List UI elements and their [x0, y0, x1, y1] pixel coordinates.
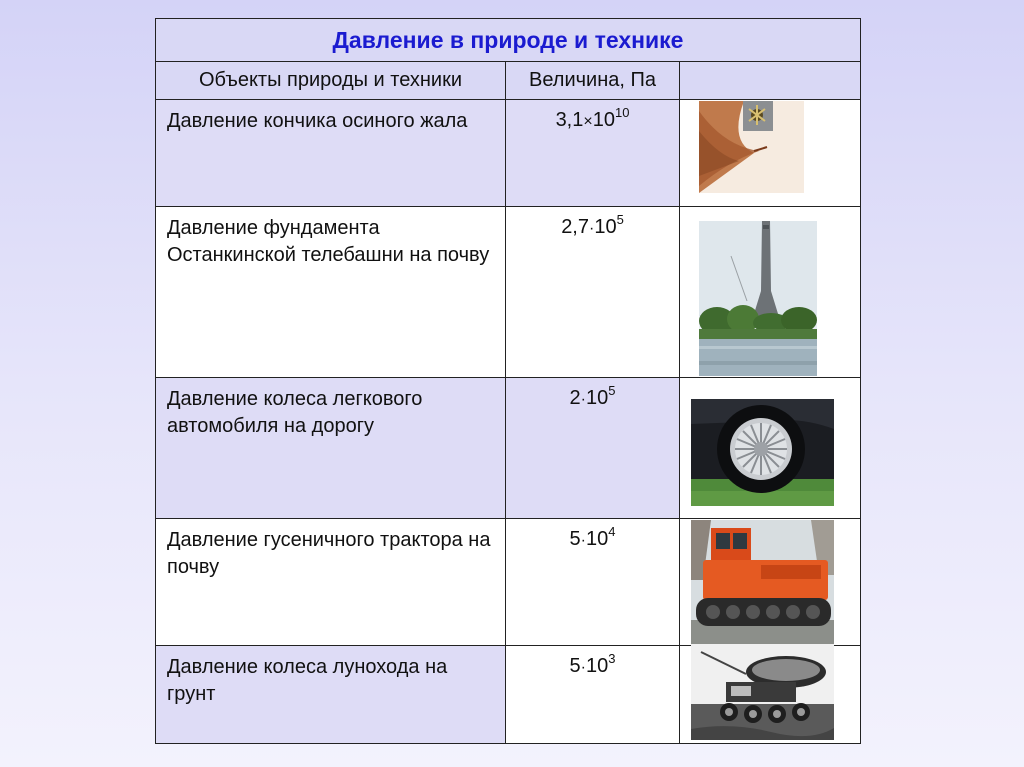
object-name: Давление гусеничного трактора на почву — [156, 519, 506, 646]
pressure-value — [506, 207, 680, 378]
table-row — [156, 207, 861, 378]
value-exponent: 4 — [608, 524, 616, 540]
value-operator: · — [580, 532, 586, 549]
value-mantissa: 5 — [569, 655, 581, 677]
value-operator: · — [580, 659, 586, 676]
crawler-tractor-photo — [691, 520, 834, 644]
pressure-value — [506, 378, 680, 519]
header-value: Величина, Па — [506, 62, 680, 100]
image-cell — [680, 207, 861, 378]
value-exponent: 5 — [608, 383, 616, 399]
value-mantissa: 2 — [569, 387, 581, 409]
table-title: Давление в природе и технике — [156, 19, 861, 62]
value-mantissa: 3,1 — [555, 109, 584, 131]
car-wheel-photo — [691, 399, 834, 506]
table-row — [156, 519, 861, 646]
image-cell — [680, 100, 861, 207]
pressure-value — [506, 100, 680, 207]
table-title-row — [156, 19, 861, 62]
image-cell — [680, 378, 861, 519]
value-base: 10 — [594, 216, 617, 238]
header-objects: Объекты природы и техники — [156, 62, 506, 100]
object-name: Давление кончика осиного жала — [156, 100, 506, 207]
value-operator: × — [583, 113, 593, 130]
value-operator: · — [589, 220, 595, 237]
image-cell — [680, 646, 861, 744]
pressure-value — [506, 646, 680, 744]
wasp-sting-photo — [699, 101, 804, 193]
lunokhod-photo — [691, 644, 834, 740]
table-row — [156, 100, 861, 207]
object-name: Давление колеса лунохода на грунт — [156, 646, 506, 744]
header-image — [680, 62, 861, 100]
value-mantissa: 2,7 — [561, 216, 589, 238]
pressure-value — [506, 519, 680, 646]
value-exponent: 5 — [616, 212, 624, 228]
image-cell — [680, 519, 861, 646]
table-row — [156, 378, 861, 519]
value-base: 10 — [585, 387, 609, 409]
table-row — [156, 646, 861, 744]
object-name: Давление фундамента Останкинской телебашни на почву — [156, 207, 506, 378]
object-name: Давление колеса легкового автомобиля на дорогу — [156, 378, 506, 519]
value-exponent: 3 — [608, 651, 616, 667]
pressure-table — [155, 18, 861, 744]
ostankino-tower-photo — [699, 221, 817, 376]
value-mantissa: 5 — [569, 528, 581, 550]
value-base: 10 — [585, 528, 609, 550]
value-base: 10 — [592, 109, 615, 131]
value-base: 10 — [585, 655, 609, 677]
value-exponent: 10 — [614, 105, 630, 121]
table-header-row — [156, 62, 861, 100]
value-operator: · — [580, 391, 586, 408]
